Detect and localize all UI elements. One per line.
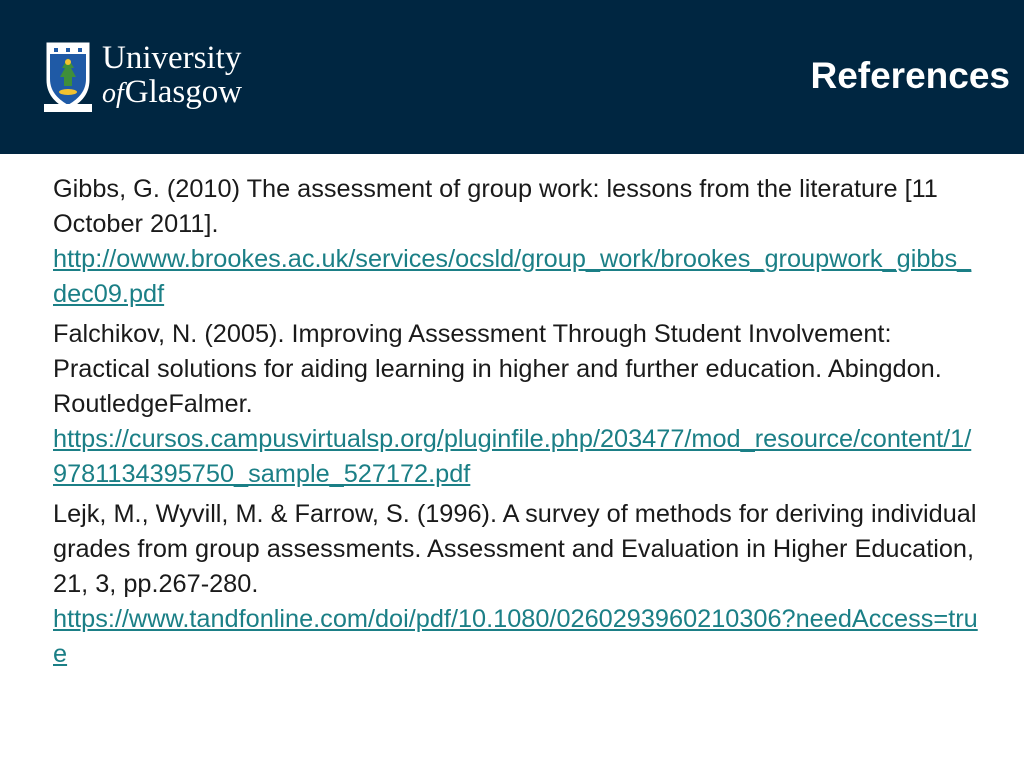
- reference-link[interactable]: https://cursos.campusvirtualsp.org/pluginfile.php/203477/mod_resource/content/1/9781134395750_sample_527172.pdf: [53, 425, 972, 488]
- wordmark-of: of: [102, 78, 124, 109]
- reference-item: [53, 172, 983, 312]
- references-list: [53, 172, 983, 677]
- university-logo: [44, 40, 274, 112]
- reference-text: Gibbs, G. (2010) The assessment of group work: lessons from the literature [11 October 2011].: [53, 175, 938, 238]
- wordmark-university: University: [102, 40, 242, 76]
- reference-link[interactable]: http://owww.brookes.ac.uk/services/ocsld/group_work/brookes_groupwork_gibbs_dec09.pdf: [53, 245, 972, 308]
- reference-text: Lejk, M., Wyvill, M. & Farrow, S. (1996). A survey of methods for deriving individual grades from group assessments. Assessment and Evaluation in Higher Education, 21, 3, pp.267-280.: [53, 500, 977, 598]
- wordmark-glasgow: Glasgow: [124, 74, 243, 110]
- reference-item: [53, 497, 983, 672]
- reference-item: [53, 317, 983, 492]
- reference-link[interactable]: https://www.tandfonline.com/doi/pdf/10.1080/0260293960210306?needAccess=true: [53, 605, 978, 668]
- slide-header: [0, 0, 1024, 154]
- reference-text: Falchikov, N. (2005). Improving Assessment Through Student Involvement: Practical solutions for aiding learning in higher and further education. Abingdon. RoutledgeFalmer.: [53, 320, 942, 418]
- slide-title: References: [810, 55, 1010, 96]
- university-crest-icon: [44, 40, 92, 112]
- wordmark-of-glasgow: [102, 76, 242, 109]
